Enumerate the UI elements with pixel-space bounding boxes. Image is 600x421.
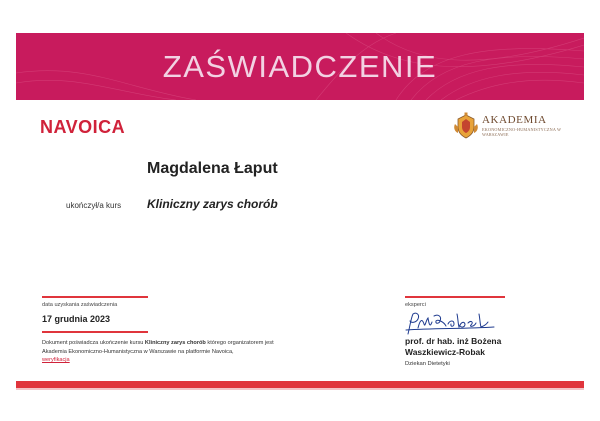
bottom-red-bar (16, 381, 584, 388)
expert-signature (404, 310, 514, 336)
verification-link[interactable]: weryfikacja (42, 357, 70, 363)
description-text-3: Akademia Ekonomiczno-Humanistyczna w Warszawie na platformie Navoica, (42, 348, 234, 355)
academy-subtitle: EKONOMICZNO-HUMANISTYCZNA W WARSZAWIE (482, 127, 562, 137)
recipient-name: Magdalena Łaput (147, 160, 278, 177)
course-title: Kliniczny zarys chorób (147, 197, 278, 211)
completed-course-label: ukończył/a kurs (66, 201, 122, 210)
navoica-logo (40, 117, 125, 138)
experts-label: eksperci (405, 302, 426, 308)
certificate-description (42, 339, 342, 365)
navoica-logo-text: NAVOICA (40, 117, 126, 137)
bottom-pale-bar (16, 388, 584, 390)
academy-logo (452, 112, 572, 142)
academy-name: AKADEMIA (482, 114, 547, 126)
expert-name (405, 336, 545, 358)
description-text-2: którego organizatorem jest (205, 340, 274, 346)
academy-crest-icon (452, 112, 480, 140)
certificate-title: ZAŚWIADCZENIE (162, 49, 438, 84)
experts-divider (405, 296, 505, 298)
title-banner (16, 33, 584, 100)
description-course: Kliniczny zarys chorób (144, 340, 206, 346)
description-text-1: Dokument poświadcza ukończenie kursu (42, 340, 145, 346)
date-divider (42, 296, 148, 298)
date-value: 17 grudnia 2023 (42, 314, 111, 324)
expert-name-line-1: prof. dr hab. inż Bożena (405, 336, 502, 346)
date-bottom-divider (42, 331, 148, 333)
expert-role: Dziekan Dietetyki (405, 361, 450, 367)
expert-name-line-2: Waszkiewicz-Robak (405, 347, 485, 357)
date-label: data uzyskania zaświadczenia (42, 302, 118, 308)
